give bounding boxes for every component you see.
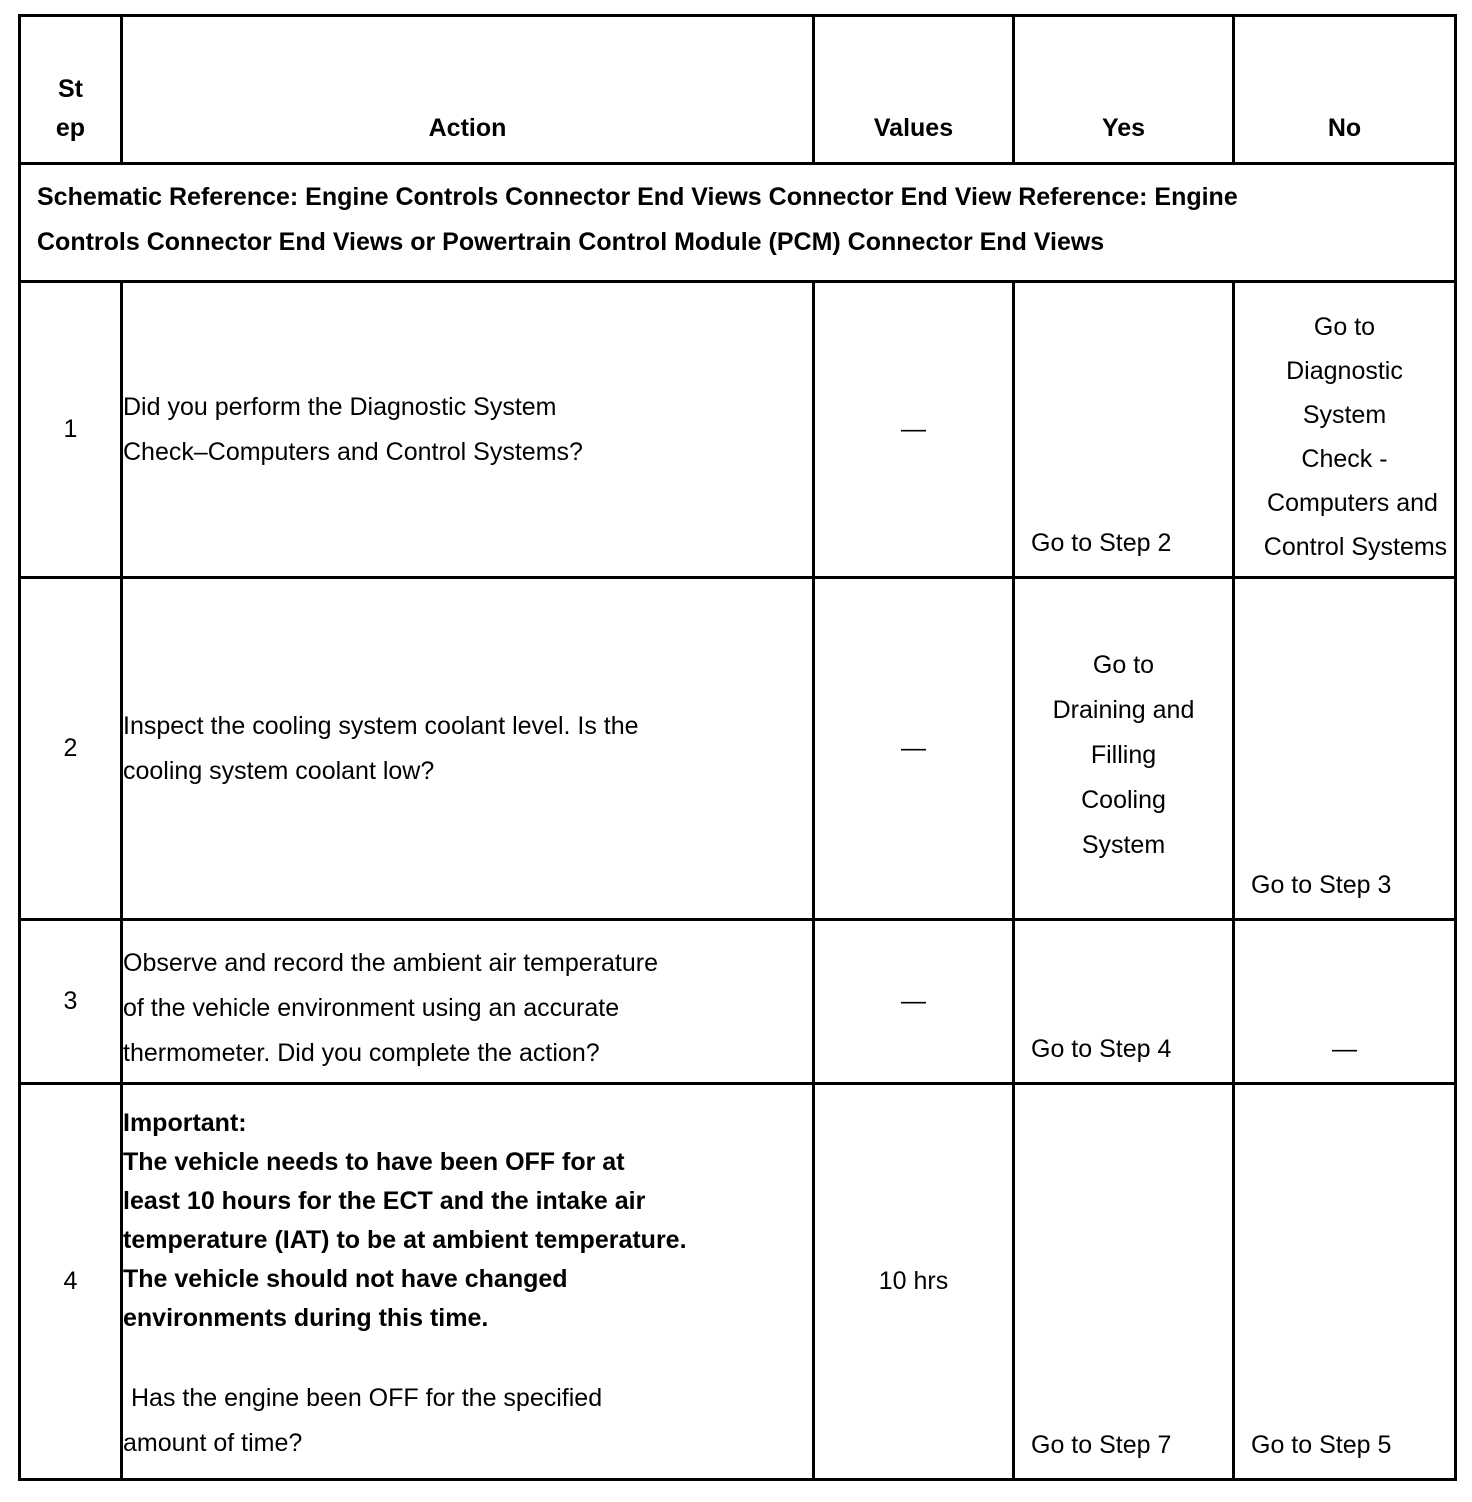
no-link-line: Diagnostic [1286,356,1403,385]
no-cell [1234,578,1456,920]
yes-link-line: Go to [1092,651,1155,679]
yes-link[interactable]: Go to Step 2 [1031,529,1172,557]
header-step-line1: St [58,75,83,103]
header-step [20,16,122,164]
yes-cell [1014,920,1234,1084]
table-header-row [20,16,1456,164]
important-note [123,1104,812,1338]
yes-link-line: Draining and [1052,696,1195,724]
yes-link[interactable] [1015,629,1232,868]
yes-link-line: Cooling [1081,786,1166,814]
yes-cell [1014,282,1234,578]
no-cell [1234,1084,1456,1480]
header-step-line2: ep [55,114,86,142]
no-link-line: Check - [1301,444,1388,473]
important-line: The vehicle needs to have been OFF for at [123,1147,625,1176]
table-row [20,578,1456,920]
important-line: The vehicle should not have changed [123,1264,568,1293]
header-yes: Yes [1014,16,1234,164]
header-values: Values [814,16,1014,164]
diagnostic-table [18,14,1457,1481]
step-number: 2 [20,578,122,920]
action-text: Inspect the cooling system coolant level. Is the [123,711,639,740]
action-cell [122,920,814,1084]
table-row [20,920,1456,1084]
values-cell: — [814,578,1014,920]
action-text: thermometer. Did you complete the action? [123,1039,600,1067]
no-cell [1234,282,1456,578]
action-text: Observe and record the ambient air temperature [123,949,658,977]
yes-cell [1014,1084,1234,1480]
no-link-line: Go to [1313,312,1376,341]
action-text: of the vehicle environment using an accurate [123,994,620,1022]
no-cell [1234,920,1456,1084]
action-text: Check–Computers and Control Systems? [123,437,583,466]
important-line: environments during this time. [123,1303,489,1332]
step-number: 1 [20,282,122,578]
action-cell [122,1084,814,1480]
step-number: 3 [20,920,122,1084]
important-line: Important: [123,1108,247,1137]
yes-link[interactable]: Go to Step 7 [1031,1431,1172,1459]
action-text: Has the engine been OFF for the specified [131,1383,603,1412]
step-number: 4 [20,1084,122,1480]
no-link-line: System [1302,400,1387,429]
table-row [20,1084,1456,1480]
schematic-reference [20,164,1456,282]
action-text: cooling system coolant low? [123,756,435,785]
important-line: least 10 hours for the ECT and the intake air [123,1186,646,1215]
action-cell [122,282,814,578]
schematic-reference-row [20,164,1456,282]
yes-cell [1014,578,1234,920]
no-link[interactable]: Go to Step 3 [1251,871,1392,899]
action-text: amount of time? [123,1428,303,1457]
no-link[interactable] [1235,291,1454,569]
no-link-line: Computers and [1267,488,1438,517]
schematic-reference-line2: Controls Connector End Views or Powertrain Control Module (PCM) Connector End Views [37,228,1105,256]
header-action: Action [122,16,814,164]
yes-link-line: Filling [1090,741,1157,769]
action-text: Did you perform the Diagnostic System [123,392,557,421]
no-value: — [1332,1035,1357,1063]
header-no: No [1234,16,1456,164]
important-line: temperature (IAT) to be at ambient temperature. [123,1225,687,1254]
action-cell [122,578,814,920]
yes-link[interactable]: Go to Step 4 [1031,1035,1172,1063]
no-link-line: Control Systems [1263,532,1448,561]
values-cell: 10 hrs [814,1084,1014,1480]
values-cell: — [814,282,1014,578]
yes-link-line: System [1081,831,1166,859]
table-row [20,282,1456,578]
schematic-reference-line1: Schematic Reference: Engine Controls Connector End Views Connector End View Reference: Engine [37,183,1238,211]
no-link[interactable]: Go to Step 5 [1251,1431,1392,1459]
values-cell: — [814,920,1014,1084]
